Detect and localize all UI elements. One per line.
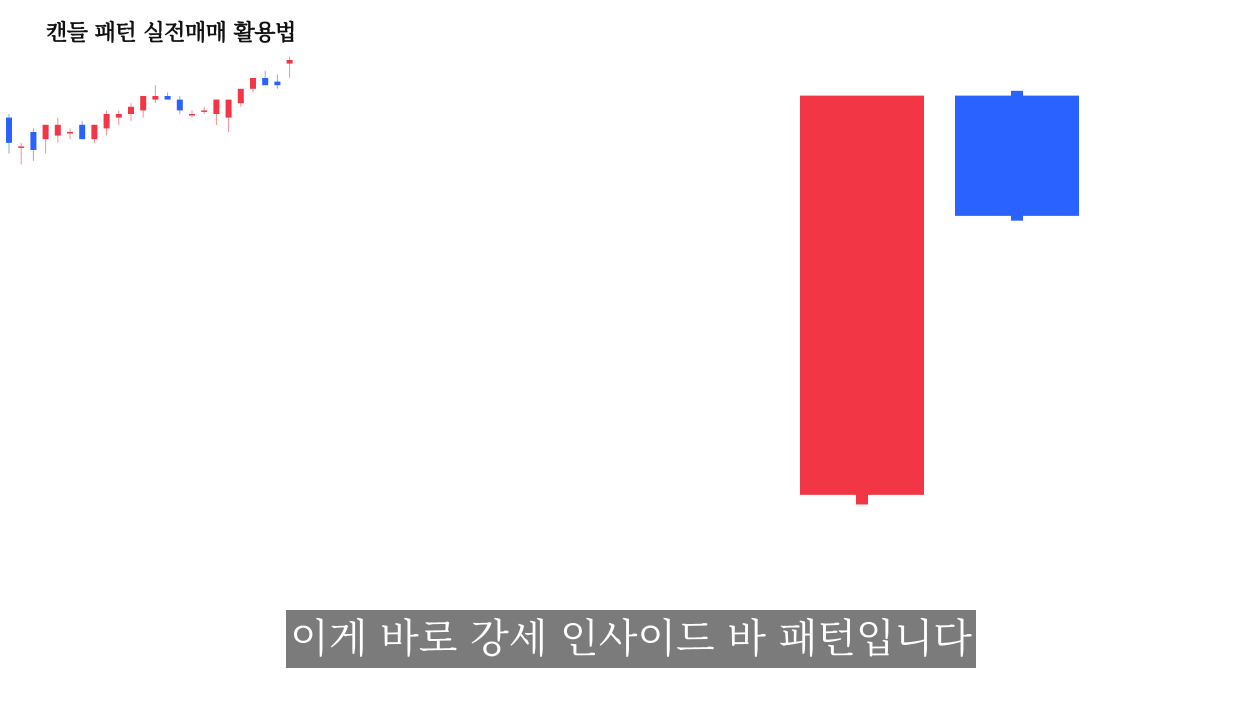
candle-body [189, 114, 195, 116]
candle-body [128, 107, 134, 114]
candle-body [43, 125, 49, 139]
candle-body [67, 132, 73, 134]
candle-body [177, 100, 183, 111]
candle-body [6, 118, 12, 143]
candle-body [287, 60, 293, 64]
candle-body [274, 82, 280, 86]
candle-body [213, 100, 219, 114]
candle-body [226, 100, 232, 118]
candle-body [116, 114, 122, 118]
candle-body [152, 96, 158, 100]
candle-body [201, 110, 207, 112]
candle-body [104, 114, 110, 128]
video-title: 캔들 패턴 실전매매 활용법 [46, 21, 296, 46]
candle-body [91, 125, 97, 139]
candle-body [55, 125, 61, 136]
candle-body [140, 96, 146, 110]
candle-body [79, 125, 85, 139]
candle-body [165, 96, 171, 100]
subtitle-caption: 이게 바로 강세 인사이드 바 패턴입니다 [286, 610, 976, 668]
candle-body [238, 89, 244, 103]
candle-body [250, 78, 256, 89]
mother-bar-body [800, 96, 924, 495]
candle-body [30, 132, 36, 150]
candle-body [262, 78, 268, 85]
inside-bar-body [955, 96, 1079, 216]
candle-body [18, 146, 24, 148]
